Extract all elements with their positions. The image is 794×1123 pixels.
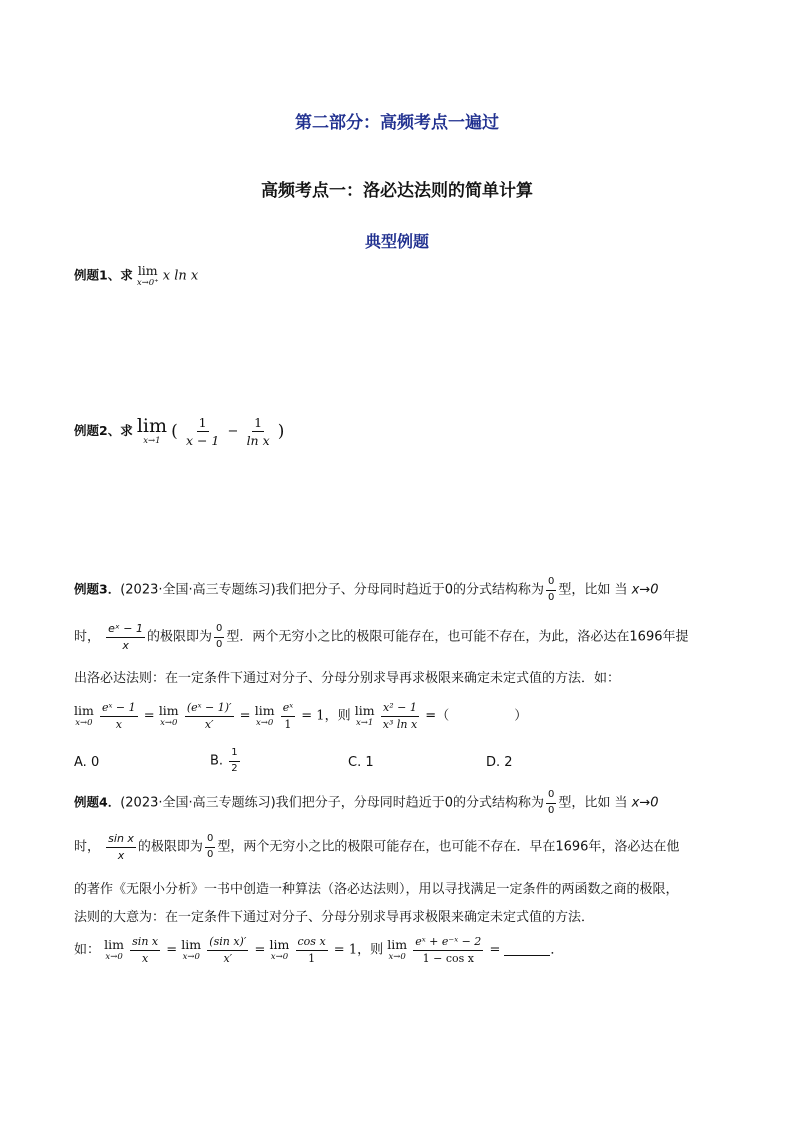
example-4-label: 例题4．	[74, 794, 121, 810]
example-1-label: 例题1、求	[74, 267, 133, 283]
option-c: C. 1	[348, 755, 374, 770]
example-4-line-4: 法则的大意为：在一定条件下通过对分子、分母分别求导再求极限来确定未定式值的方法．	[74, 910, 595, 925]
limit-operator: lim x→0⁺	[136, 263, 159, 288]
section-title: 典型例题	[364, 232, 429, 251]
part-title: 第二部分：高频考点一遍过	[295, 113, 499, 133]
example-2: 例题2、求 lim x→1 ( $\frac{1}{x - 1}$ − $\frac{1}{\text{ln x}}$ )	[74, 415, 285, 449]
example-3-line-2: 时， $\frac{\text{eˣ − 1}}{x}$ 的极限即为 $\frac{0}{0}$ 型．两个无穷小之比的极限可能存在，也可能不存在，为此，洛必达在1696年提	[74, 622, 689, 652]
example-2-label: 例题2、求	[74, 423, 133, 439]
limit-operator: lim x→1	[136, 415, 168, 447]
fraction: $\frac{1}{\text{ln x}}$	[246, 415, 270, 449]
fraction-zero-over-zero: $\frac{0}{0}$	[206, 833, 214, 860]
fraction: $\frac{\text{sin x}}{x}$	[108, 832, 134, 862]
option-d: D. 2	[486, 755, 513, 770]
option-a: A. 0	[74, 755, 100, 770]
example-3-label: 例题3．	[74, 581, 121, 597]
fraction: $\frac{1}{x - 1}$	[185, 415, 220, 449]
topic-title: 高频考点一：洛必达法则的简单计算	[261, 181, 533, 201]
answer-blank: =（ ）	[425, 708, 528, 724]
example-3-line-3: 出洛必达法则：在一定条件下通过对分子、分母分别求导再求极限来确定未定式值的方法．如：	[74, 671, 621, 686]
example-4-math: 如： lim x→0 $\frac{\text{sin x}}{x}$ = lim x→0 $\frac{\text{(sin x)′}}{x'}$ = lim x→0 $\frac{\text{cos x}}{1}$ = 1，则 lim x→0 $\frac{\text{eˣ + e⁻ˣ − 2}}{\text{1 − cos x}}$ = ．	[74, 935, 564, 965]
example-3-line-1: 例题3．(2023·全国·高三专题练习)我们把分子、分母同时趋近于0的分式结构称为 $\frac{0}{0}$ 型，比如 当 x→0	[74, 576, 659, 603]
example-4-line-2: 时， $\frac{\text{sin x}}{x}$ 的极限即为 $\frac{0}{0}$ 型，两个无穷小之比的极限可能存在，也可能不存在．早在1696年，洛必达在他	[74, 832, 680, 862]
fraction-zero-over-zero: $\frac{0}{0}$	[547, 576, 555, 603]
fraction-zero-over-zero: $\frac{0}{0}$	[216, 623, 223, 650]
example-4-line-3: 的著作《无限小分析》一书中创造一种算法（洛必达法则），用以寻找满足一定条件的两函数之商的极限，	[74, 882, 679, 897]
fraction-zero-over-zero: $\frac{0}{0}$	[547, 789, 555, 816]
answer-blank	[504, 955, 550, 956]
example-1-expression: x ln x	[162, 268, 199, 284]
example-3-math: lim x→0 $\frac{\text{eˣ − 1}}{x}$ = lim x→0 $\frac{\text{(eˣ − 1)′}}{x'}$ = lim x→0 $\frac{\text{eˣ}}{1}$ = 1，则 lim x→1 $\frac{\text{x² − 1}}{\text{x³ ln x}}$ =（ ）	[74, 701, 528, 731]
option-b: B. $\frac{1}{2}$	[210, 747, 238, 774]
example-1	[74, 265, 198, 287]
fraction: $\frac{\text{eˣ − 1}}{x}$	[108, 622, 144, 652]
example-4-line-1: 例题4．(2023·全国·高三专题练习)我们把分子，分母同时趋近于0的分式结构称为 $\frac{0}{0}$ 型，比如 当 x→0	[74, 789, 659, 816]
